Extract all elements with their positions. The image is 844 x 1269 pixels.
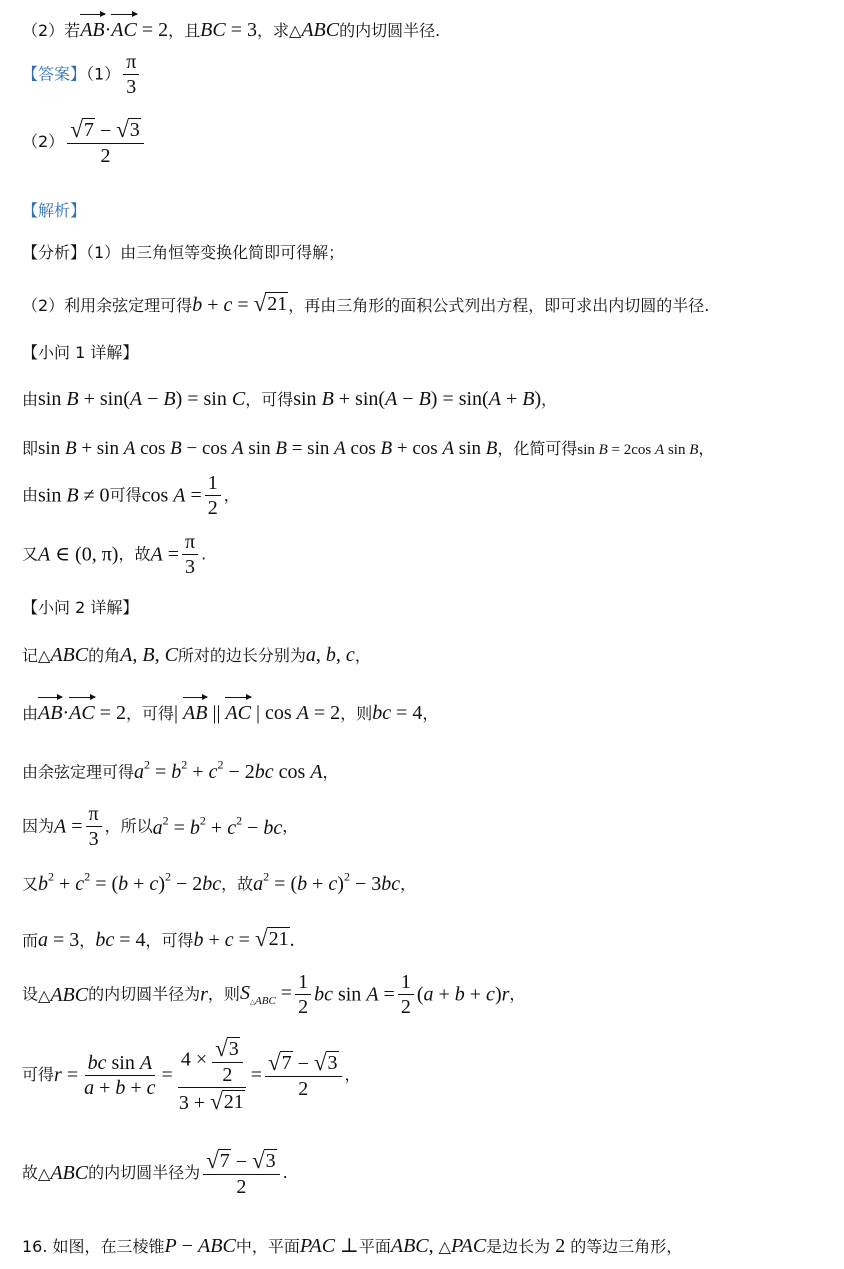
subquestion-1-heading: 【小问 1 详解】: [22, 343, 139, 362]
step-sin-identity: 由sin B + sin(A − B) = sin C，可得sin B + sin(A − B) = sin(A + B)，: [22, 388, 558, 410]
subquestion-2-heading: 【小问 2 详解】: [22, 598, 139, 617]
step-expand: 即sin B + sin A cos B − cos A sin B = sin A cos B + cos A sin B，化简可得sin B = 2cos A sin B，: [22, 438, 715, 459]
step-solve-b-plus-c: 而a = 3，bc = 4，可得b + c = √ 21 .: [22, 926, 295, 951]
step-law-of-cosines: 由余弦定理可得$a^2 = b^2 + c^2 - 2bc$ cos A，: [22, 757, 339, 783]
step-angle-a: 又A ∈ (0, π)，故A = $\frac{\pi}{3}$ .: [22, 531, 207, 578]
analysis-part-1: 【分析】（1）由三角恒等变换化简即可得解；: [22, 243, 345, 262]
step-substitute-angle: 因为A = $\frac{\pi}{3}$ ，所以$a^2 = b^2 + c^2$ − bc，: [22, 803, 299, 850]
step-dot-product: 由 AB· AC = 2，可得| AB || AC | cos A = 2，则bc = 4，: [22, 697, 438, 723]
vector-ac: AC: [111, 14, 137, 40]
vector-ab: AB: [80, 14, 104, 40]
step-radius-formula: 可得r = $\frac{\text{bc sin A}}{a + b + c}$ = 4 × √ 3 2 3 + √ 21 = √ 7 − √ 3 2 ，: [22, 1036, 361, 1114]
answer-part-2: （2） √ 7 − √ 3 2: [22, 118, 147, 166]
answer-tag: 【答案】: [22, 64, 87, 84]
question-16-statement: 16. 如图，在三棱锥P − ABC中，平面PAC ⊥平面ABC, △PAC是边长为 2 的等边三角形，: [22, 1235, 683, 1257]
analysis-part-2: （2）利用余弦定理可得b + c = √ 21 ，再由三角形的面积公式列出方程，即可求出内切圆的半径.: [22, 291, 710, 316]
step-notation: 记△ABC的角A, B, C所对的边长分别为a, b, c，: [22, 644, 371, 666]
fraction-pi-over-3: $\frac{\pi}{3}$: [123, 52, 139, 97]
conclusion: 故△ABC的内切圆半径为 √ 7 − √ 3 2 .: [22, 1148, 288, 1198]
analysis-heading: 【解析】: [22, 201, 87, 220]
step-square-identity: 又$b^2 + c^2 = (b + c)^2 - 2bc$，故$a^2 = (b + c)^2 - 3bc$，: [22, 869, 417, 895]
answer-part-1: 【答案】（1） $\frac{\pi}{3}$: [22, 52, 142, 97]
fraction-radius-answer: √ 7 − √ 3 2: [67, 118, 144, 166]
step-area-equation: 设△ABC的内切圆半径为r，则$S_{\triangle ABC}$ = $\frac{1}{2}$ bc sin A = $\frac{1}{2}$ (a + b + c)r，: [22, 971, 526, 1018]
step-cos-a: 由sin B ≠ 0可得cos A = $\frac{1}{2}$ ，: [22, 472, 240, 519]
question-2-statement: （2）若 AB· AC = 2，且BC = 3，求△ABC的内切圆半径.: [22, 14, 440, 40]
